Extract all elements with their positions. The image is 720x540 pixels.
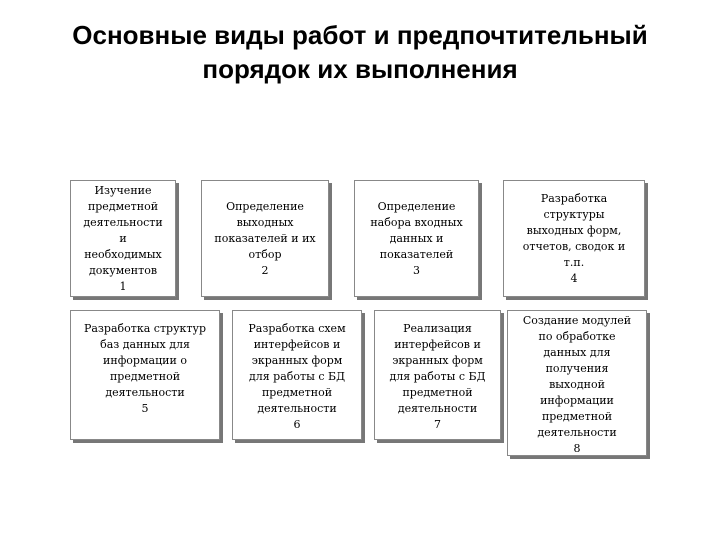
work-step-1-text: Изучение предметной деятельности и необходимых документов [83,184,163,277]
work-step-5-text: Разработка структур баз данных для информации о предметной деятельности [83,322,207,399]
work-step-2-box [201,180,329,297]
title-line-1: Основные виды работ и предпочтительный [72,20,648,50]
work-step-4-box [503,180,645,297]
title-line-2: порядок их выполнения [202,54,518,84]
work-step-8-number: 8 [573,442,581,455]
work-step-2-text: Определение выходных показателей и их отбор [214,199,316,261]
work-step-4-text: Разработка структуры выходных форм, отчетов, сводок и т.п. [522,191,626,269]
work-step-6-number: 6 [293,418,301,431]
work-step-4-number: 4 [570,271,578,285]
work-step-3-number: 3 [413,263,420,277]
work-step-3-box [354,180,479,297]
work-step-6-text: Разработка схем интерфейсов и экранных форм для работы с БД предметной деятельности [248,322,346,415]
work-step-7-box [374,310,501,440]
work-step-7-text: Реализация интерфейсов и экранных форм для работы с БД предметной деятельности [389,322,486,415]
work-step-7-number: 7 [434,418,441,431]
work-step-5-number: 5 [141,402,149,415]
work-step-6-box [232,310,362,440]
work-step-2-number: 2 [261,263,269,277]
work-step-1-box [70,180,176,297]
work-step-5-box [70,310,220,440]
work-step-1-number: 1 [119,280,127,293]
work-step-8-text: Создание модулей по обработке данных для получения выходной информации предметной деятельности [522,314,632,439]
work-step-8-box [507,310,647,456]
work-step-3-text: Определение набора входных данных и показателей [370,199,463,261]
slide-title [0,18,720,86]
